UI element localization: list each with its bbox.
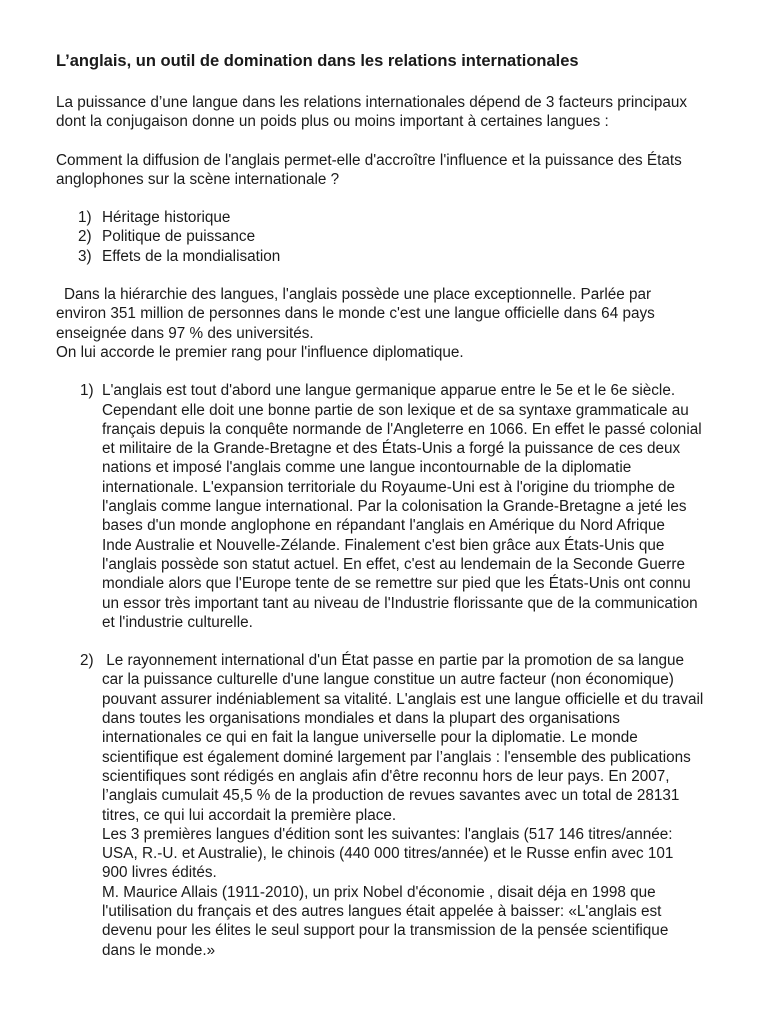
text-line: Comment la diffusion de l'anglais permet-elle d'accroître l'influence et la puissance des États [56, 151, 682, 169]
section-item-2 [56, 651, 726, 960]
text-line: M. Maurice Allais (1911-2010), un prix Nobel d'économie , disait déja en 1998 que [102, 883, 656, 901]
plan-item [56, 227, 726, 246]
plan-item-text: Héritage historique [102, 209, 231, 227]
section-text [102, 651, 726, 960]
section-text [102, 381, 726, 632]
plan-item-number: 1) [78, 209, 92, 227]
hierarchy-paragraph [56, 285, 726, 362]
text-line: devenu pour les élites le seul support pour la transmission de la pensée scientifique [102, 922, 669, 940]
spacer [56, 632, 726, 651]
plan-item [56, 208, 726, 227]
plan-item [56, 247, 726, 266]
text-line: l’anglais cumulait 45,5 % de la production de revues savantes avec un total de 28131 [102, 787, 680, 805]
text-line: On lui accorde le premier rang pour l'influence diplomatique. [56, 343, 464, 361]
plan-item-text: Politique de puissance [102, 228, 256, 246]
problem-question [56, 151, 726, 190]
text-line: Les 3 premières langues d'édition sont les suivantes: l'anglais (517 146 titres/année: [102, 825, 673, 843]
plan-item-number: 2) [78, 228, 92, 246]
text-line: nations et imposé l'anglais comme une langue incontournable de la diplomatie [102, 459, 632, 477]
text-line: dont la conjugaison donne un poids plus ou moins important à certaines langues : [56, 113, 609, 131]
text-line: et l'industrie culturelle. [102, 613, 253, 631]
text-line: USA, R.-U. et Australie), le chinois (440 000 titres/année) et le Russe enfin avec 101 [102, 845, 674, 863]
text-line: et militaire de la Grande-Bretagne et des États-Unis a forgé la puissance de ces deux [102, 440, 681, 458]
text-line: pouvant assurer indéniablement sa vitalité. L'anglais est une langue officielle et du travail [102, 690, 704, 708]
text-line: La puissance d’une langue dans les relations internationales dépend de 3 facteurs principaux [56, 94, 688, 111]
section-number: 1) [80, 382, 94, 400]
text-line: Inde Australie et Nouvelle-Zélande. Finalement c'est bien grâce aux États-Unis que [102, 536, 665, 554]
text-line: enseignée dans 97 % des universités. [56, 324, 314, 342]
text-line: Le rayonnement international d'un État passe en partie par la promotion de sa langue [102, 652, 685, 670]
document-title: L’anglais, un outil de domination dans les relations internationales [56, 52, 579, 70]
text-line: un essor très important tant au niveau de l'Industrie florissante que de la communication [102, 594, 698, 612]
text-line: internationales ce qui en fait la langue universelle pour la diplomatie. Le monde [102, 729, 638, 747]
text-line: dans toutes les organisations mondiales et dans la plupart des organisations [102, 710, 620, 728]
text-line: 900 livres édités. [102, 864, 217, 882]
document-page [56, 50, 726, 960]
text-line: mondiale alors que l'Europe tente de se remettre sur pied que les États-Unis ont connu [102, 575, 691, 593]
text-line: l'anglais possède son statut actuel. En effet, c'est au lendemain de la Seconde Guerre [102, 555, 685, 573]
text-line: anglophones sur la scène internationale ? [56, 170, 340, 188]
plan-item-text: Effets de la mondialisation [102, 247, 281, 265]
text-line: bases d'un monde anglophone en répandant l'anglais en Amérique du Nord Afrique [102, 517, 665, 535]
text-line: internationale. L'expansion territoriale du Royaume-Uni est à l'origine du triomphe de [102, 478, 675, 496]
text-line: scientifique est également dominé largement par l’anglais : l'ensemble des publications [102, 748, 691, 766]
text-line: titres, ce qui lui accordait la première place. [102, 806, 397, 824]
spacer [56, 189, 726, 208]
text-line: l'anglais comme langue international. Par la colonisation la Grande-Bretagne a jeté les [102, 498, 687, 516]
text-line: dans le monde.» [102, 941, 216, 959]
plan-list [56, 208, 726, 266]
text-line: français depuis la conquête normande de l'Angleterre en 1066. En effet le passé colonial [102, 420, 702, 438]
spacer [56, 266, 726, 285]
spacer [56, 362, 726, 381]
text-line: l'utilisation du français et des autres langues était appelée à baisser: «L'anglais est [102, 902, 662, 920]
text-line: Cependant elle doit une bonne partie de son lexique et de sa syntaxe grammaticale au [102, 401, 689, 419]
text-line: scientifiques sont rédigés en anglais afin d'être reconnu hors de leur pays. En 2007, [102, 767, 670, 785]
text-line: L'anglais est tout d'abord une langue germanique apparue entre le 5e et le 6e siècle. [102, 382, 676, 400]
spacer [56, 132, 726, 151]
intro-paragraph [56, 93, 726, 132]
section-item-1 [56, 381, 726, 632]
section-number: 2) [80, 652, 94, 670]
text-line: Dans la hiérarchie des langues, l'anglais possède une place exceptionnelle. Parlée par [64, 286, 652, 304]
plan-item-number: 3) [78, 247, 92, 265]
text-line: environ 351 million de personnes dans le monde c'est une langue officielle dans 64 pays [56, 305, 655, 323]
text-line: car la puissance culturelle d'une langue constitue un autre facteur (non économique) [102, 671, 674, 689]
